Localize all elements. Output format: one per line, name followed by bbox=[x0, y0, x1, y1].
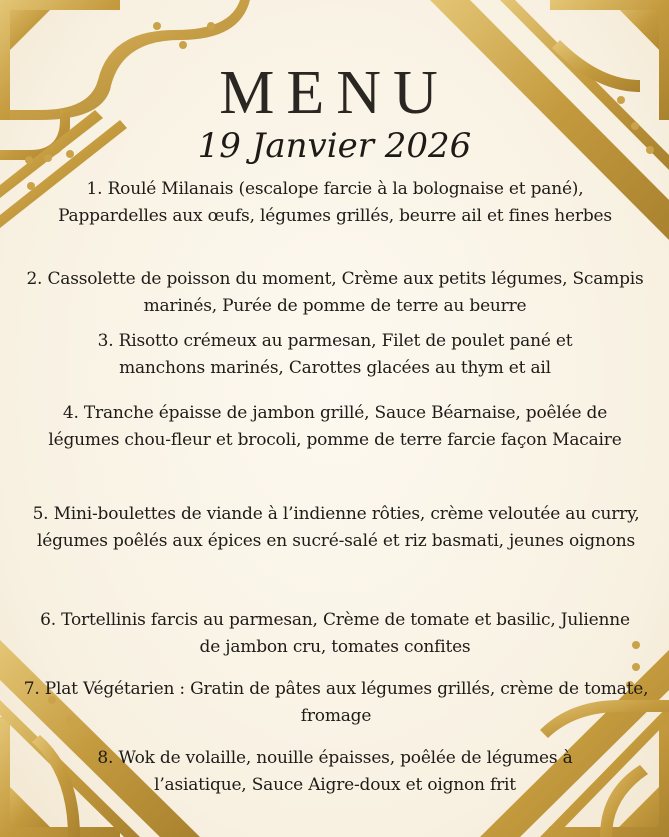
menu-date: 19 Janvier 2026 bbox=[197, 126, 472, 166]
menu-item-1: 1. Roulé Milanais (escalope farcie à la bolognaise et pané), Pappardelles aux œufs, légumes grillés, beurre ail et fines herbes bbox=[58, 179, 612, 226]
menu-item-2: 2. Cassolette de poisson du moment, Crème aux petits légumes, Scampis marinés, Purée de pomme de terre au beurre bbox=[26, 269, 644, 316]
menu-item-8: 8. Wok de volaille, nouille épaisses, poêlée de légumes à l’asiatique, Sauce Aigre-doux et oignon frit bbox=[97, 748, 573, 795]
menu-item-3: 3. Risotto crémeux au parmesan, Filet de poulet pané et manchons marinés, Carottes glacées au thym et ail bbox=[97, 331, 573, 378]
menu-title: MENU bbox=[219, 59, 450, 127]
menu-item-6: 6. Tortellinis farcis au parmesan, Crème de tomate et basilic, Julienne de jambon cru, tomates confites bbox=[40, 610, 630, 657]
menu-item-7: 7. Plat Végétarien : Gratin de pâtes aux légumes grillés, crème de tomate, fromage bbox=[23, 679, 649, 726]
menu-item-5: 5. Mini-boulettes de viande à l’indienne rôties, crème veloutée au curry, légumes poêlés aux épices en sucré-salé et riz basmati, jeunes oignons bbox=[32, 504, 640, 551]
menu-item-4: 4. Tranche épaisse de jambon grillé, Sauce Béarnaise, poêlée de légumes chou-fleur et brocoli, pomme de terre farcie façon Macaire bbox=[48, 403, 622, 450]
bottom-left-corner-ornament bbox=[0, 640, 200, 837]
